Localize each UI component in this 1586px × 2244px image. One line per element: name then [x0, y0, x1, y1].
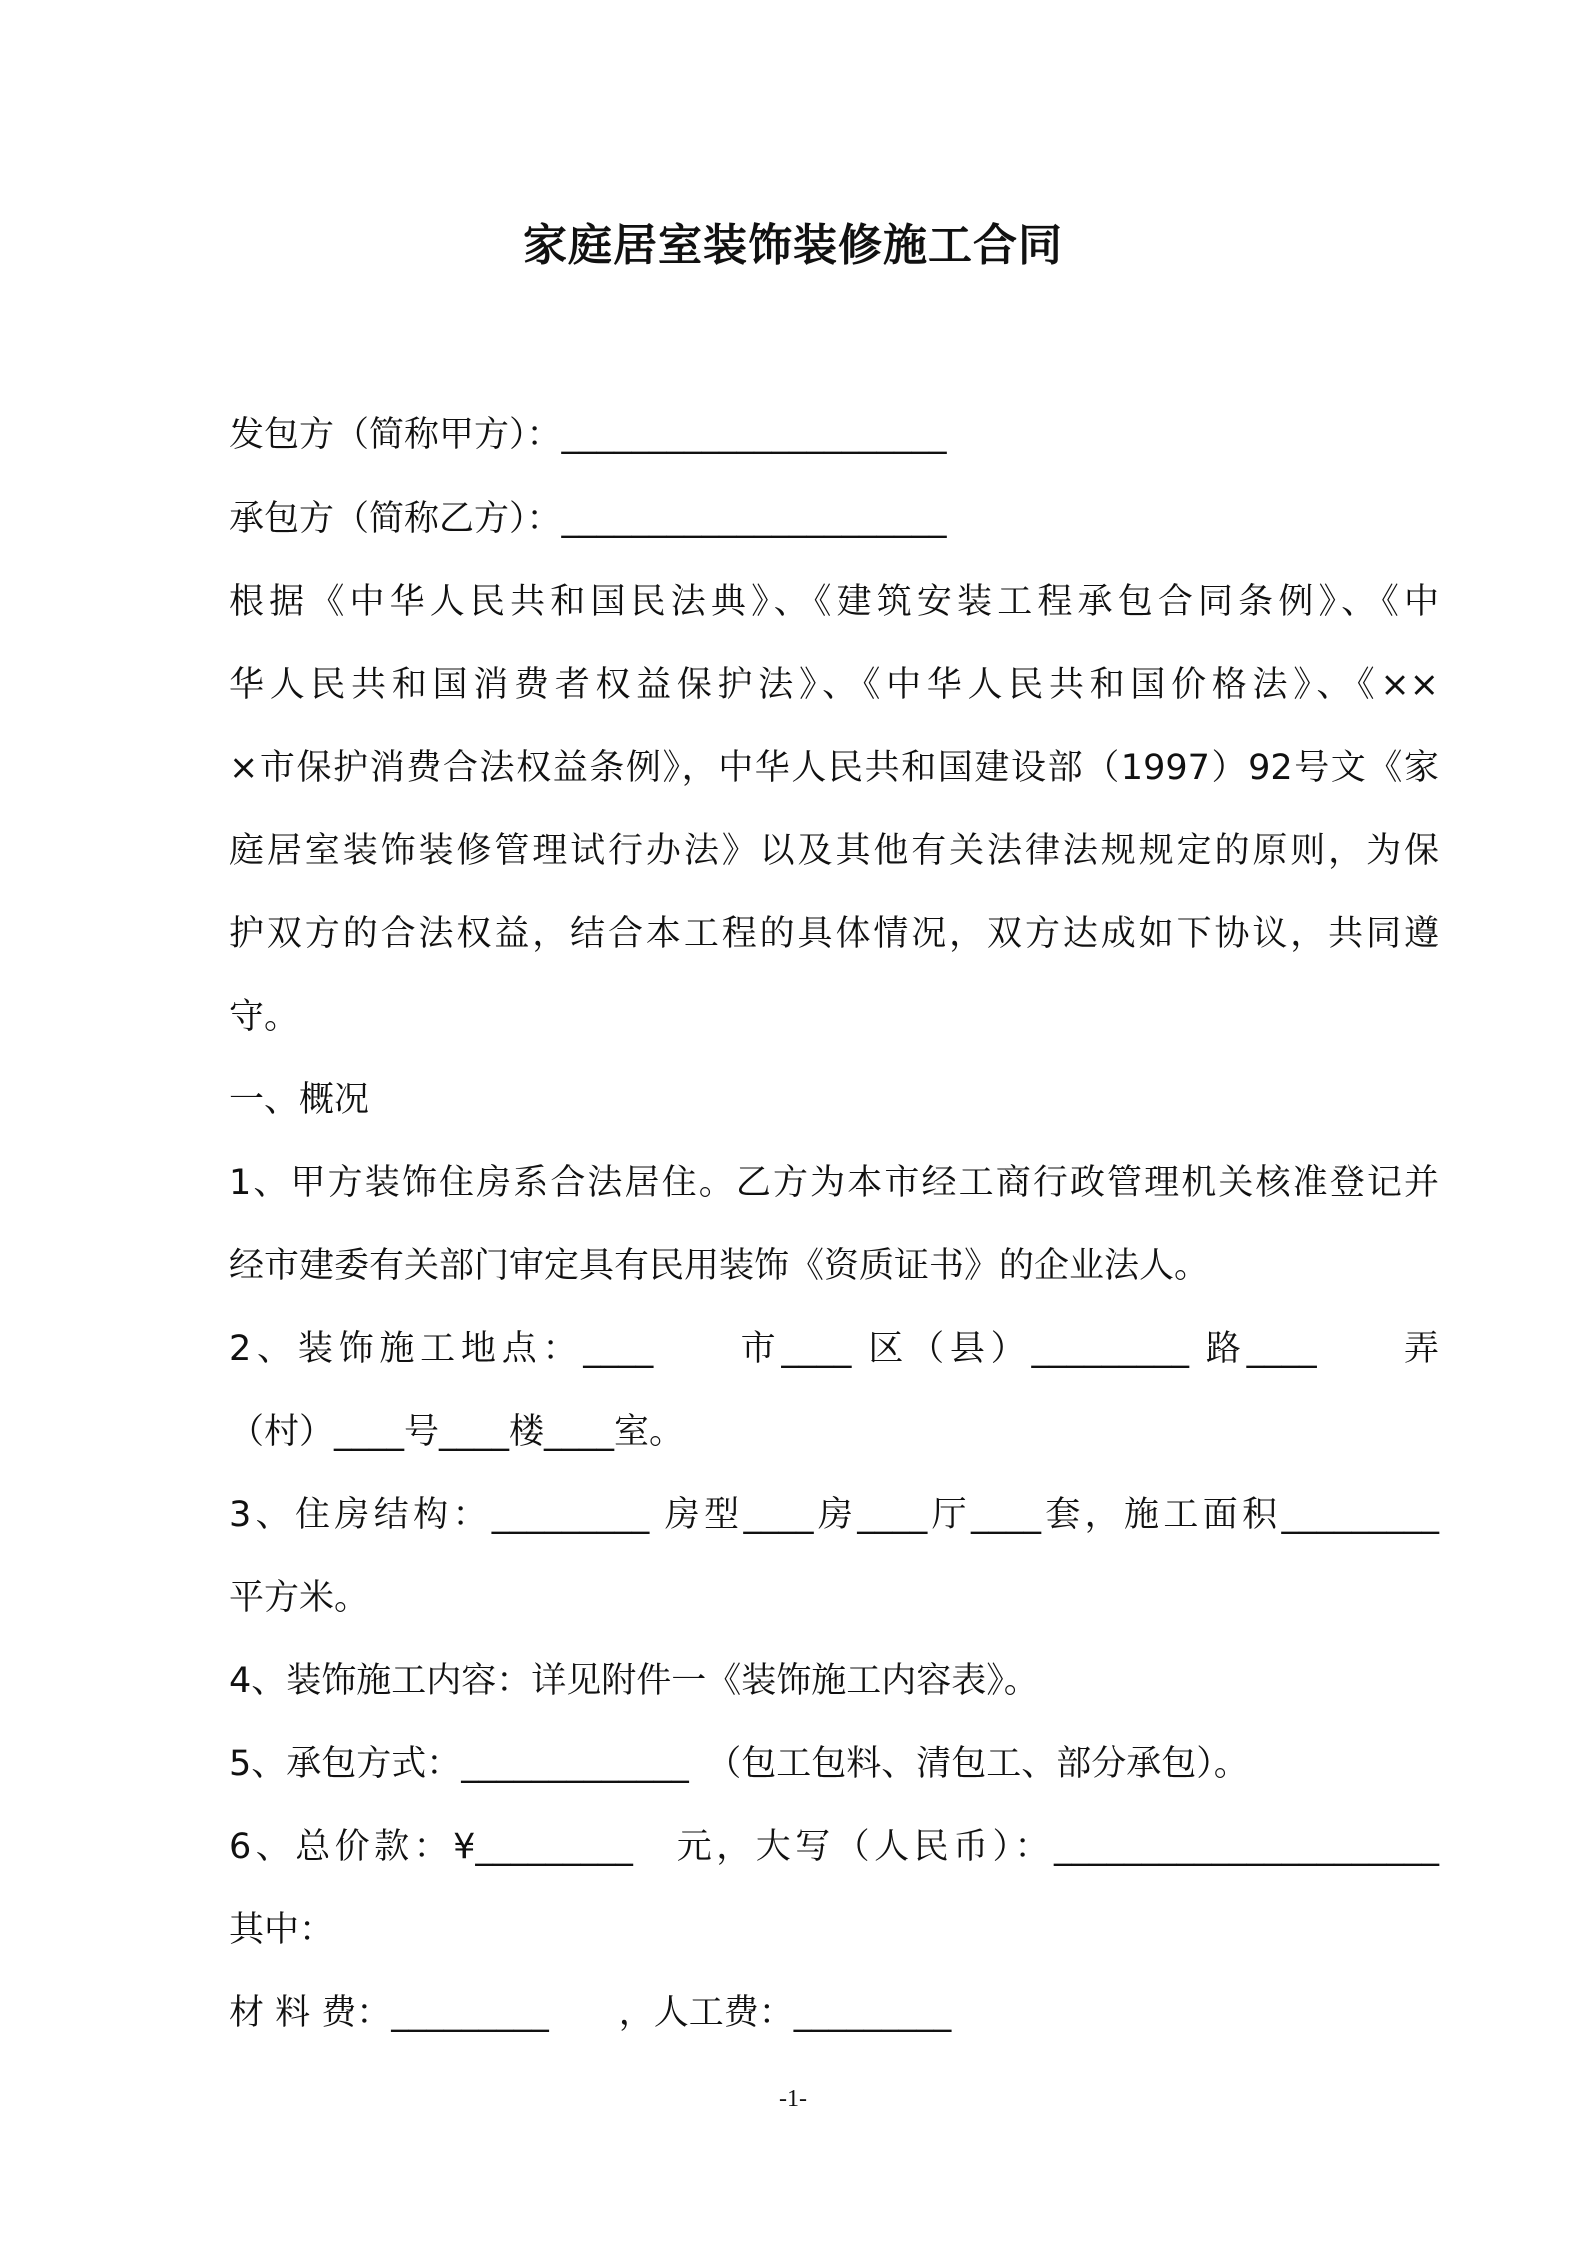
party-a-line: 发包方（简称甲方）：______________________	[229, 415, 947, 455]
clause-1-line-2: 经市建委有关部门审定具有民用装饰《资质证书》的企业法人。	[229, 1246, 1210, 1286]
party-b-line: 承包方（简称乙方）：______________________	[229, 499, 947, 539]
preamble-line-5: 护双方的合法权益，结合本工程的具体情况，双方达成如下协议，共同遵	[229, 914, 1439, 954]
preamble-line-4: 庭居室装饰装修管理试行办法》以及其他有关法律法规规定的原则，为保	[229, 831, 1439, 871]
preamble-line-2: 华人民共和国消费者权益保护法》、《中华人民共和国价格法》、《××	[229, 665, 1439, 705]
clause-3-line-1: 3、住房结构：_________ 房型____房____厅____套，施工面积_________	[229, 1495, 1439, 1535]
among-which-line: 其中：	[229, 1910, 335, 1950]
clause-5-line: 5、承包方式：_____________ （包工包料、清包工、部分承包）。	[229, 1744, 1249, 1784]
clause-4-line: 4、装饰施工内容：详见附件一《装饰施工内容表》。	[229, 1661, 1039, 1701]
clause-1-line-1: 1、甲方装饰住房系合法居住。乙方为本市经工商行政管理机关核准登记并	[229, 1163, 1439, 1203]
preamble-line-6: 守。	[229, 997, 300, 1037]
cost-breakdown-line: 材 料 费：_________ ，人工费：_________	[229, 1993, 952, 2033]
page-number: -1-	[779, 2086, 807, 2112]
clause-6-line: 6、总价款：¥_________ 元，大写（人民币）：______________________	[229, 1827, 1439, 1867]
clause-2-line-1: 2、装饰施工地点：____ 市____ 区（县）_________ 路____ 弄	[229, 1329, 1439, 1369]
preamble-line-1: 根据《中华人民共和国民法典》、《建筑安装工程承包合同条例》、《中	[229, 582, 1439, 622]
clause-3-line-2: 平方米。	[229, 1578, 370, 1618]
clause-2-line-2: （村）____号____楼____室。	[229, 1412, 685, 1452]
section-heading-overview: 一、概况	[229, 1080, 370, 1120]
contract-title: 家庭居室装饰装修施工合同	[523, 220, 1063, 271]
preamble-line-3: ×市保护消费合法权益条例》，中华人民共和国建设部（1997）92号文《家	[229, 748, 1439, 788]
